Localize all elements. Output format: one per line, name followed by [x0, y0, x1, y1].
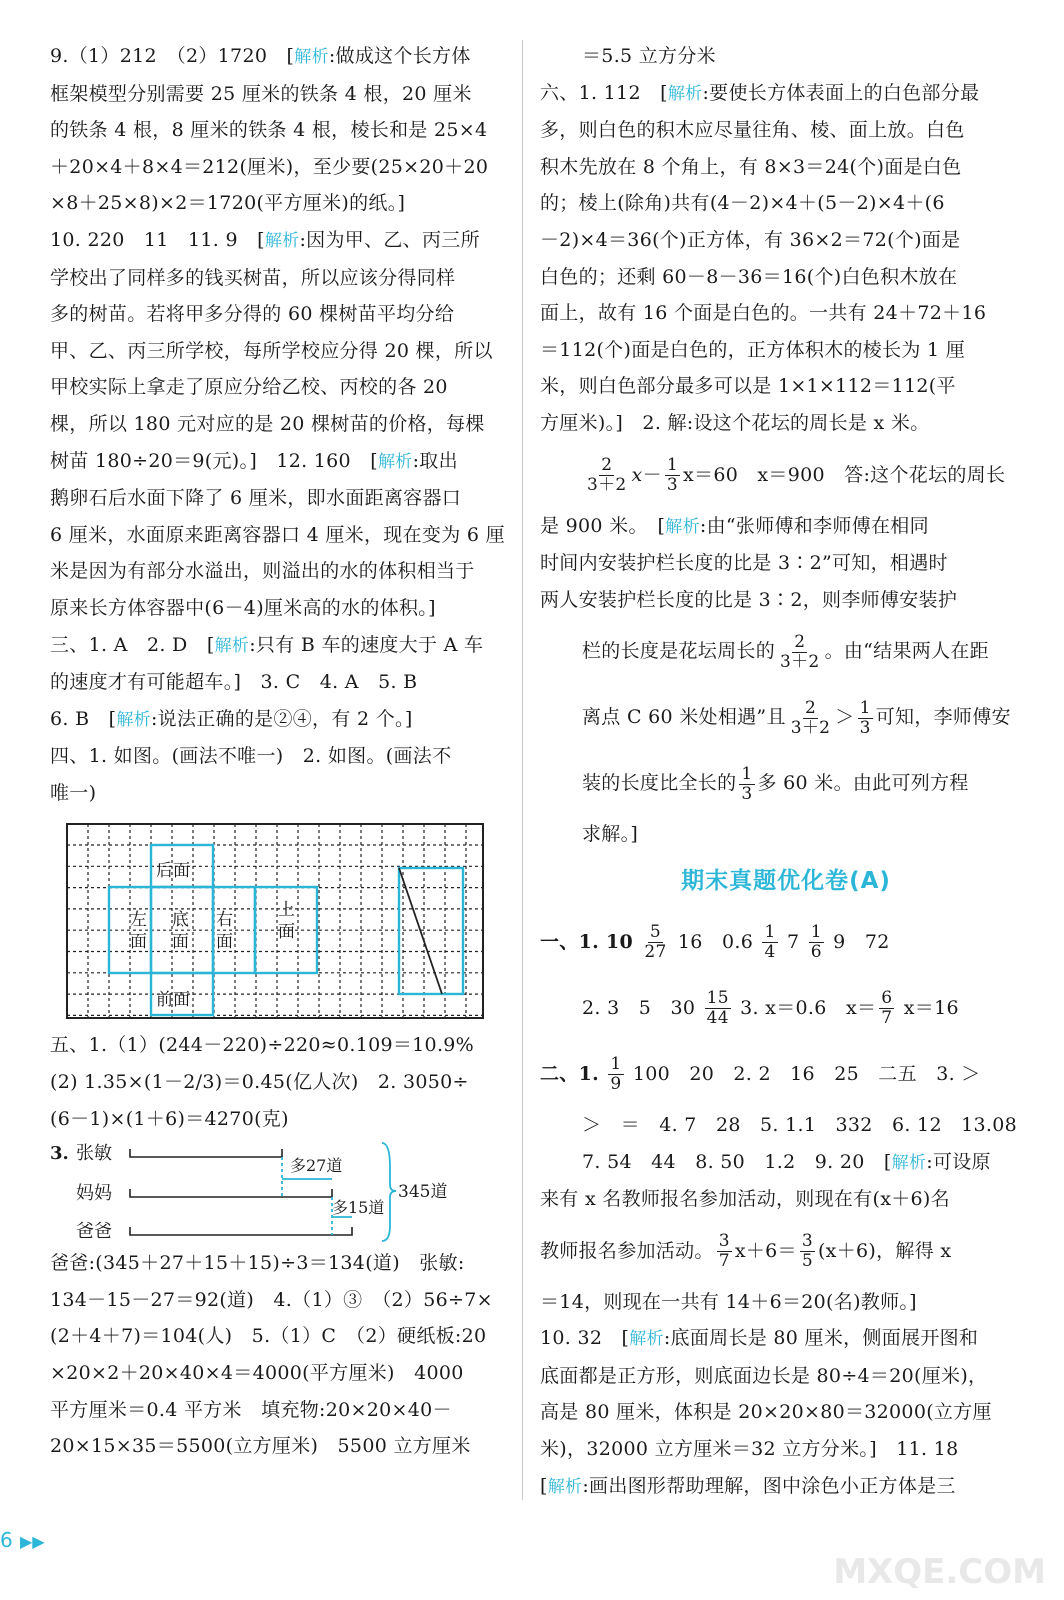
page-number: 6: [0, 1528, 13, 1552]
left-text-block-3: [50, 1245, 505, 1465]
text-line: 的速度才有可能超车。] 3. C 4. A 5. B: [50, 671, 418, 694]
text-line: 9.（1）212 （2）1720 [解析:做成这个长方体: [50, 45, 471, 67]
text-line: 原来长方体容器中(6－4)厘米高的水的体积。]: [50, 596, 436, 619]
right-first-line: ＝5.5 立方分米: [582, 45, 716, 67]
diagonal-line: [399, 868, 442, 994]
text-line: ×20×2＋20×40×4＝4000(平方厘米) 4000: [50, 1362, 464, 1385]
two-line-5: 教师报名参加活动。 $\frac{3}{7}$ x＋6＝ $\frac{3}{5}$ (x＋6)，解得 x: [540, 1231, 952, 1272]
left-text-block: [50, 38, 505, 811]
text-line: (2) 1.35×(1－2/3)＝0.45(亿人次) 2. 3050÷: [50, 1071, 469, 1094]
text-line: 时间内安装护栏长度的比是 3∶2”可知，相遇时: [540, 552, 948, 575]
text-line: ＝112(个)面是白色的，正方体积木的棱长为 1 厘: [540, 338, 966, 361]
right-after-block: [540, 508, 1032, 619]
r-c-line: 装的长度比全长的 $\frac{1}{3}$ 多 60 米。由此可列方程: [582, 763, 969, 804]
analysis-tag: 解析: [667, 83, 703, 104]
analysis-tag: 解析: [547, 1476, 583, 1497]
text-line: 甲、乙、丙三所学校，每所学校应分得 20 棵，所以: [50, 339, 493, 362]
text-line: 面上，故有 16 个面是白色的。一共有 24＋72＋16: [540, 302, 987, 325]
text-line: 树苗 180÷20＝9(元)。] 12. 160 [解析:取出: [50, 449, 458, 472]
text-line: 6. B [解析:说法正确的是②④，有 2 个。]: [50, 707, 413, 730]
zhang-bar: [130, 1149, 282, 1157]
r-b-line: 离点 C 60 米处相遇”且 $\frac{2}{3+2}$ ＞ $\frac{1}{3}$ 可知，李师傅安: [582, 697, 1011, 738]
analysis-tag: 解析: [629, 1329, 664, 1350]
right-six-block: [540, 75, 1032, 442]
text-line: 多的树苗。若将甲多分得的 60 棵树苗平均分给: [50, 303, 455, 326]
equation-line: $\frac{2}{3+2}$ x－ $\frac{1}{3}$ x＝60 x＝900 答:这个花坛的周长: [587, 455, 1006, 496]
baba-label: 爸爸: [76, 1221, 112, 1243]
text-line: 10. 32 [解析:底面周长是 80 厘米，侧面展开图和: [540, 1327, 979, 1350]
total-label: 345道: [398, 1182, 448, 1203]
text-line: 底面都是正方形，则底面边长是 80÷4＝20(厘米)，: [540, 1364, 988, 1387]
label-top-1: 上: [278, 900, 295, 921]
text-line: 鹅卵石后水面下降了 6 厘米，即水面距离容器口: [50, 487, 462, 510]
text-line: 学校出了同样多的钱买树苗，所以应该分得同样: [50, 266, 456, 289]
label-right-1: 右: [216, 910, 233, 931]
analysis-tag: 解析: [891, 1152, 927, 1173]
r-d-line: 求解。]: [582, 823, 639, 846]
q3-label: 3.: [50, 1143, 69, 1165]
r-a-line: 栏的长度是花坛周长的 $\frac{2}{3+2}$ 。由“结果两人在距: [582, 631, 989, 672]
text-line: 白色的；还剩 60－8－36＝16(个)白色积木放在: [540, 265, 958, 288]
label-right-2: 面: [216, 932, 233, 953]
text-line: 三、1. A 2. D [解析:只有 B 车的速度大于 A 车: [50, 633, 484, 656]
text-line: 米)，32000 立方厘米＝32 立方分米。] 11. 18: [540, 1438, 959, 1461]
more27-label: 多27道: [290, 1156, 343, 1176]
mama-bar: [130, 1189, 332, 1197]
text-line: 20×15×35＝5500(立方厘米) 5500 立方厘米: [50, 1435, 471, 1458]
text-line: 框架模型分别需要 25 厘米的铁条 4 根，20 厘米: [50, 82, 472, 105]
cube-net-figure: [66, 823, 486, 1021]
two-line-2: ＞ ＝ 4. 7 28 5. 1.1 332 6. 12 13.08: [582, 1113, 1018, 1136]
text-line: 两人安装护栏长度的比是 3∶2，则李师傅安装护: [540, 588, 958, 611]
section-title: 期末真题优化卷(A): [681, 867, 891, 894]
baba-bar: [130, 1227, 352, 1235]
right-column: [540, 38, 1032, 1505]
text-line: 方厘米)。] 2. 解:设这个花坛的周长是 x 米。: [540, 411, 930, 434]
text-line: 6 厘米，水面原来距离容器口 4 厘米，现在变为 6 厘: [50, 523, 505, 546]
text-line: 134－15－27＝92(道) 4.（1）③ （2）56÷7×: [50, 1288, 493, 1311]
text-line: 米是因为有部分水溢出，则溢出的水的体积相当于: [50, 560, 475, 583]
two-line-6: ＝14，则现在一共有 14＋6＝20(名)教师。]: [540, 1290, 917, 1313]
text-line: 唯一): [50, 781, 97, 804]
text-line: 爸爸:(345＋27＋15＋15)÷3＝134(道) 张敏:: [50, 1252, 465, 1275]
text-line: 的；棱上(除角)共有(4－2)×4＋(5－2)×4＋(6: [540, 192, 945, 215]
label-top-2: 面: [278, 922, 295, 943]
text-line: －2)×4＝36(个)正方体，有 36×2＝72(个)面是: [540, 228, 961, 251]
mama-label: 妈妈: [76, 1183, 112, 1205]
text-line: 高是 80 厘米，体积是 20×20×80＝32000(立方厘: [540, 1401, 992, 1424]
two-line-3: 7. 54 44 8. 50 1.2 9. 20 [解析:可设原: [582, 1150, 991, 1173]
text-line: 多，则白色的积木应尽量往角、棱、面上放。白色: [540, 119, 965, 142]
brace: [382, 1143, 396, 1241]
analysis-tag: 解析: [264, 230, 300, 251]
analysis-tag: 解析: [377, 451, 413, 472]
column-divider: [522, 40, 523, 1500]
text-line: (6－1)×(1＋6)＝4270(克): [50, 1107, 289, 1130]
two-line-4: 来有 x 名教师报名参加活动，则现在有(x＋6)名: [540, 1188, 950, 1211]
text-line: (2＋4＋7)＝104(人) 5.（1）C （2）硬纸板:20: [50, 1325, 487, 1348]
analysis-tag: 解析: [116, 709, 151, 730]
label-bottom-1: 底: [172, 910, 189, 931]
label-bottom-2: 面: [172, 932, 189, 953]
text-line: 甲校实际上拿走了原应分给乙校、丙校的各 20: [50, 376, 448, 399]
text-line: [解析:画出图形帮助理解，图中涂色小正方体是三: [540, 1474, 956, 1497]
analysis-tag: 解析: [214, 635, 250, 656]
label-left-1: 左: [130, 910, 147, 931]
text-line: 五、1.（1）(244－220)÷220≈0.109＝10.9%: [50, 1034, 475, 1057]
two-line-1: 二、1. $\frac{1}{9}$ 100 20 2. 2 16 25 二五 3. ＞: [540, 1054, 981, 1095]
text-line: 米，则白色部分最多可以是 1×1×112＝112(平: [540, 375, 956, 398]
zhang-label: 张敏: [76, 1143, 112, 1165]
right-ten-block: [540, 1320, 1032, 1505]
page-arrows-icon: ▶▶: [20, 1532, 45, 1551]
text-line: 10. 220 11 11. 9 [解析:因为甲、乙、丙三所: [50, 228, 480, 251]
eq-frac-1: $\frac{2}{3+2}$: [587, 455, 627, 496]
grid-svg: [66, 823, 486, 1021]
one-line-1: 一、1. 10 $\frac{5}{27}$ 16 0.6 $\frac{1}{4}$ 7 $\frac{1}{6}$ 9 72: [540, 922, 890, 963]
analysis-tag: 解析: [665, 516, 700, 537]
watermark: MXQE.COM: [833, 1552, 1046, 1592]
text-line: 积木先放在 8 个角上，有 8×3＝24(个)面是白色: [540, 155, 962, 178]
text-line: 棵，所以 180 元对应的是 20 棵树苗的价格，每棵: [50, 412, 485, 435]
more15-label: 多15道: [332, 1198, 385, 1218]
left-column: [50, 38, 505, 1465]
text-line: 平方厘米＝0.4 平方米 填充物:20×20×40－: [50, 1398, 452, 1421]
text-line: 四、1. 如图。(画法不唯一) 2. 如图。(画法不: [50, 745, 452, 768]
label-back: 后面: [156, 861, 190, 882]
text-line: 六、1. 112 [解析:要使长方体表面上的白色部分最: [540, 81, 980, 104]
text-line: ＋20×4＋8×4＝212(厘米)，至少要(25×20＋20: [50, 155, 489, 178]
left-text-block-2: [50, 1027, 505, 1137]
text-line: ×8＋25×8)×2＝1720(平方厘米)的纸。]: [50, 192, 406, 215]
text-line: 是 900 米。 [解析:由“张师傅和李师傅在相同: [540, 514, 929, 537]
segment-diagram: [50, 1137, 505, 1245]
label-left-2: 面: [130, 932, 147, 953]
eq-frac-2: $\frac{1}{3}$: [666, 455, 678, 496]
analysis-tag: 解析: [294, 47, 329, 67]
label-front: 前面: [156, 990, 190, 1011]
one-line-2: 2. 3 5 30 $\frac{15}{44}$ 3. x＝0.6 x＝ $\frac{6}{7}$ x＝16: [582, 988, 959, 1029]
text-line: 的铁条 4 根，8 厘米的铁条 4 根，棱长和是 25×4: [50, 119, 488, 142]
rect-right: [399, 868, 463, 994]
